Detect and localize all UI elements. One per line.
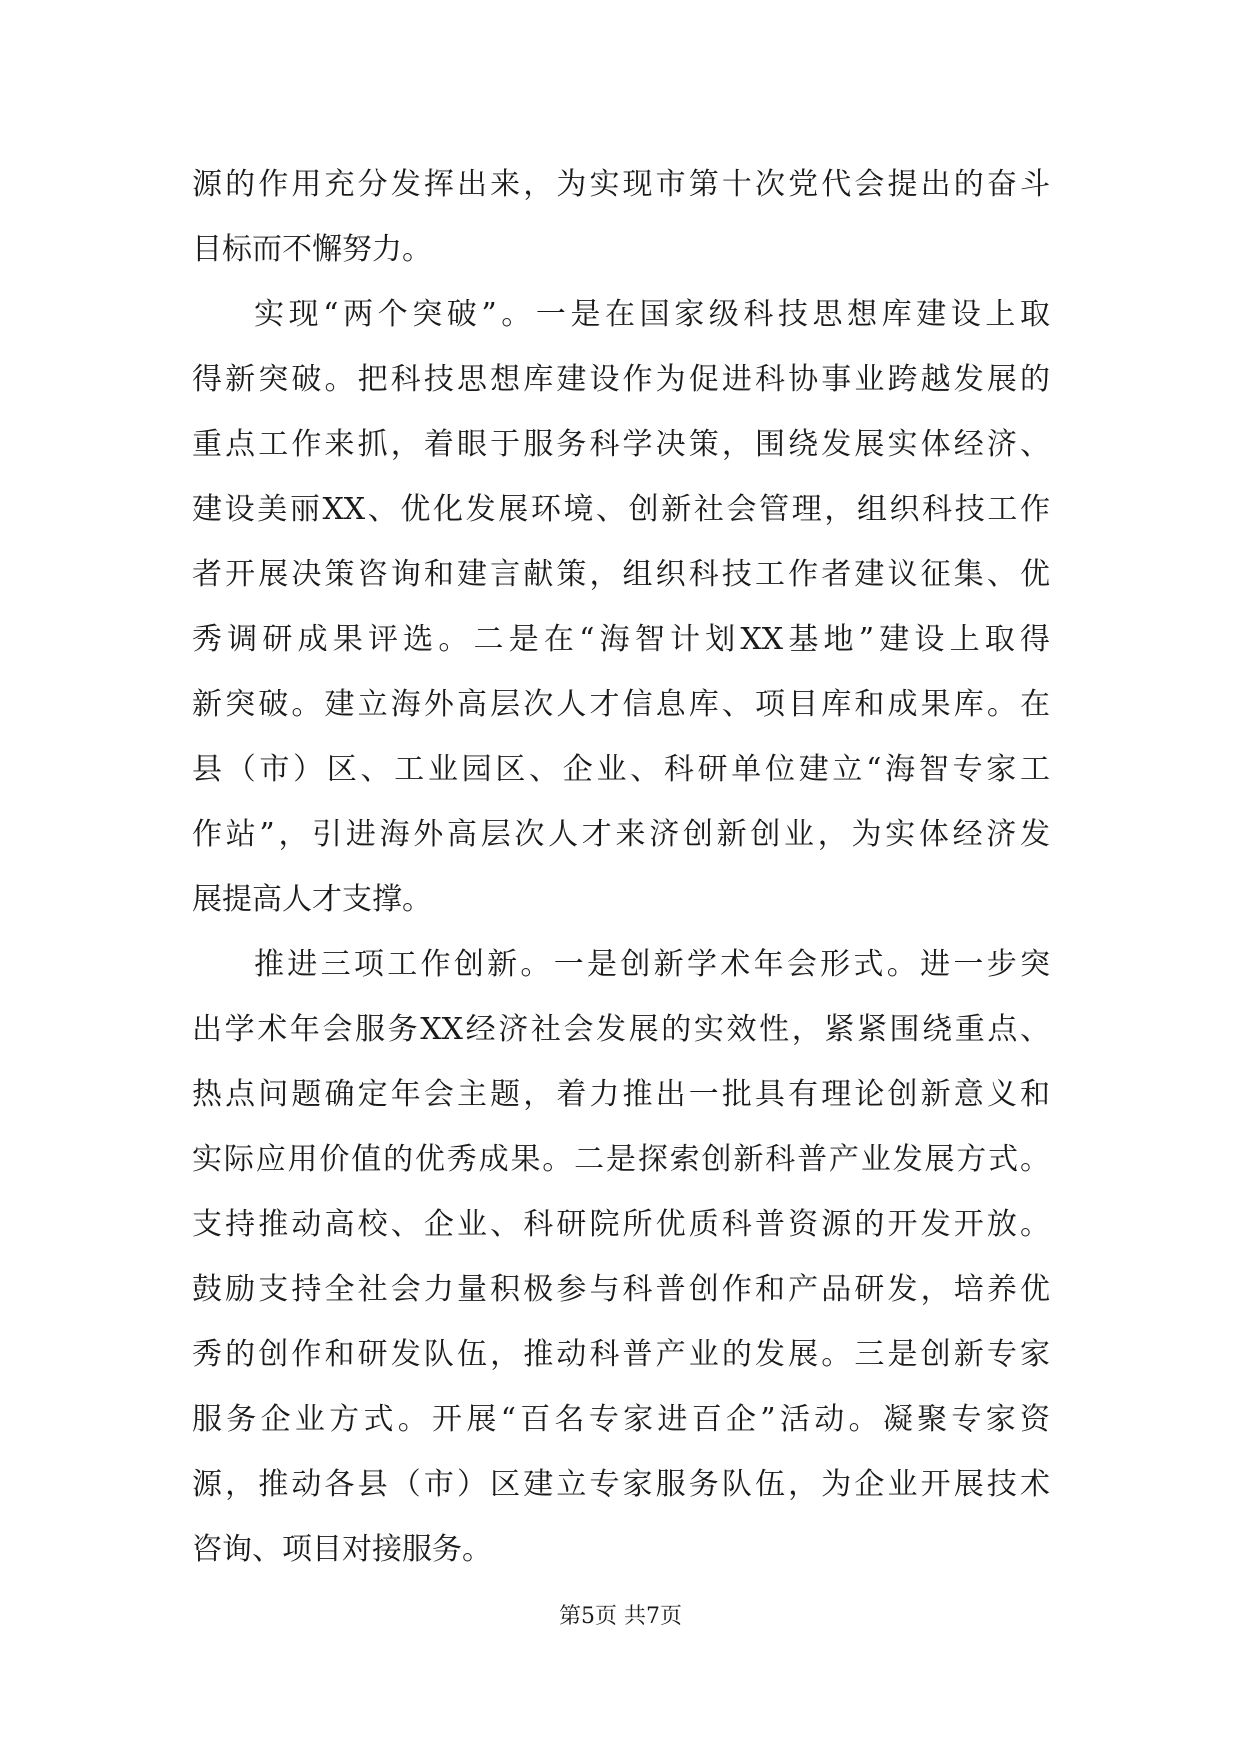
page-number: 第5页 共7页 [559,1604,682,1629]
text-line: 支持推动高校、企业、科研院所优质科普资源的开发开放。 [192,1207,1050,1242]
text-line: 目标而不懈努力。 [192,232,432,267]
text-line: 源的作用充分发挥出来，为实现市第十次党代会提出的奋斗 [192,167,1050,202]
text-line: 得新突破。把科技思想库建设作为促进科协事业跨越发展的 [192,362,1050,397]
paragraph [192,282,1050,932]
text-line: 者开展决策咨询和建言献策，组织科技工作者建议征集、优 [192,557,1050,592]
text-line: 重点工作来抓，着眼于服务科学决策，围绕发展实体经济、 [192,427,1050,462]
paragraph [192,152,1050,282]
text-line: 出学术年会服务XX经济社会发展的实效性，紧紧围绕重点、 [192,1012,1050,1047]
text-line: 展提高人才支撑。 [192,882,432,917]
text-line: 服务企业方式。开展“百名专家进百企”活动。凝聚专家资 [192,1402,1050,1437]
text-line: 实现“两个突破”。一是在国家级科技思想库建设上取 [254,297,1050,332]
text-line: 鼓励支持全社会力量积极参与科普创作和产品研发，培养优 [192,1272,1050,1307]
text-line: 新突破。建立海外高层次人才信息库、项目库和成果库。在 [192,687,1050,722]
text-line: 建设美丽XX、优化发展环境、创新社会管理，组织科技工作 [192,492,1050,527]
text-line: 推进三项工作创新。一是创新学术年会形式。进一步突 [254,947,1050,982]
text-line: 源，推动各县（市）区建立专家服务队伍，为企业开展技术 [192,1467,1050,1502]
text-line: 县（市）区、工业园区、企业、科研单位建立“海智专家工 [192,752,1050,787]
paragraph [192,932,1050,1582]
text-line: 实际应用价值的优秀成果。二是探索创新科普产业发展方式。 [192,1142,1050,1177]
text-line: 咨询、项目对接服务。 [192,1532,492,1567]
text-line: 秀的创作和研发队伍，推动科普产业的发展。三是创新专家 [192,1337,1050,1372]
text-line: 作站”，引进海外高层次人才来济创新创业，为实体经济发 [192,817,1050,852]
document-body [192,152,1050,1582]
text-line: 热点问题确定年会主题，着力推出一批具有理论创新意义和 [192,1077,1050,1112]
text-line: 秀调研成果评选。二是在“海智计划XX基地”建设上取得 [192,622,1050,657]
